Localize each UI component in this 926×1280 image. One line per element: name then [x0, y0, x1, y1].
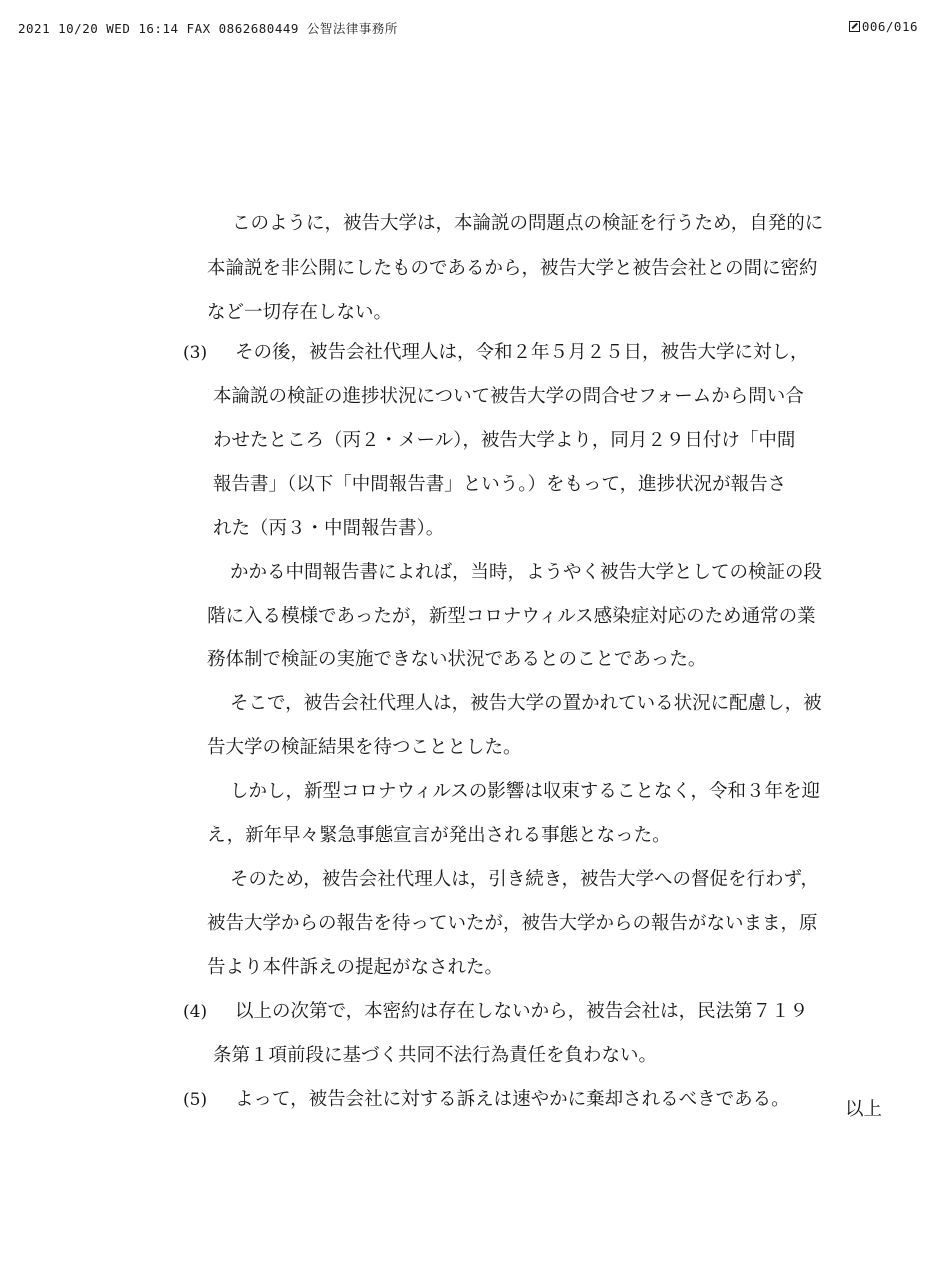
body-line: 報告書」（以下「中間報告書」という。）をもって，進捗状況が報告さ: [213, 474, 787, 495]
body-line: など一切存在しない。: [207, 302, 393, 323]
body-line: 告より本件訴えの提起がなされた。: [207, 957, 504, 978]
fax-checkbox-icon: [849, 21, 860, 32]
body-line: このように，被告大学は，本論説の問題点の検証を行うため，自発的に: [232, 213, 824, 234]
body-line: そのため，被告会社代理人は，引き続き，被告大学への督促を行わず，: [230, 869, 820, 890]
fax-transmission-info: 2021 10/20 WED 16:14 FAX 0862680449 公智法律事務所: [18, 21, 398, 36]
body-line: 階に入る模様であったが，新型コロナウィルス感染症対応のため通常の業: [207, 606, 816, 627]
fax-page-number: 006/016: [861, 19, 918, 34]
item-number-5: (5): [183, 1090, 208, 1110]
body-line: 告大学の検証結果を待つこととした。: [207, 737, 522, 758]
item-number-3: (3): [183, 343, 208, 363]
body-line: え，新年早々緊急事態宣言が発出される事態となった。: [207, 825, 671, 846]
body-line: れた（丙３・中間報告書）。: [213, 518, 445, 539]
body-line: 被告大学からの報告を待っていたが，被告大学からの報告がないまま，原: [207, 913, 818, 934]
body-line: そこで，被告会社代理人は，被告大学の置かれている状況に配慮し，被: [230, 693, 822, 714]
body-line: わせたところ（丙２・メール），被告大学より，同月２９日付け「中間: [213, 430, 796, 451]
body-line: 務体制で検証の実施できない状況であるとのことであった。: [207, 649, 707, 670]
closing-mark: 以上: [844, 1099, 882, 1120]
fax-header: [18, 19, 918, 41]
item-number-4: (4): [183, 1002, 208, 1022]
body-line: 条第１項前段に基づく共同不法行為責任を負わない。: [213, 1045, 658, 1066]
body-line: しかし，新型コロナウィルスの影響は収束することなく，令和３年を迎: [230, 781, 820, 802]
body-line: よって，被告会社に対する訴えは速やかに棄却されるべきである。: [235, 1089, 790, 1110]
body-line: 本論説を非公開にしたものであるから，被告大学と被告会社との間に密約: [207, 258, 818, 279]
body-line: 以上の次第で，本密約は存在しないから，被告会社は，民法第７１９: [235, 1001, 809, 1022]
body-line: かかる中間報告書によれば，当時，ようやく被告大学としての検証の段: [230, 562, 823, 583]
fax-page-counter: [849, 19, 918, 34]
body-line: その後，被告会社代理人は，令和２年５月２５日，被告大学に対し，: [235, 342, 809, 363]
body-line: 本論説の検証の進捗状況について被告大学の問合せフォームから問い合: [213, 386, 804, 407]
